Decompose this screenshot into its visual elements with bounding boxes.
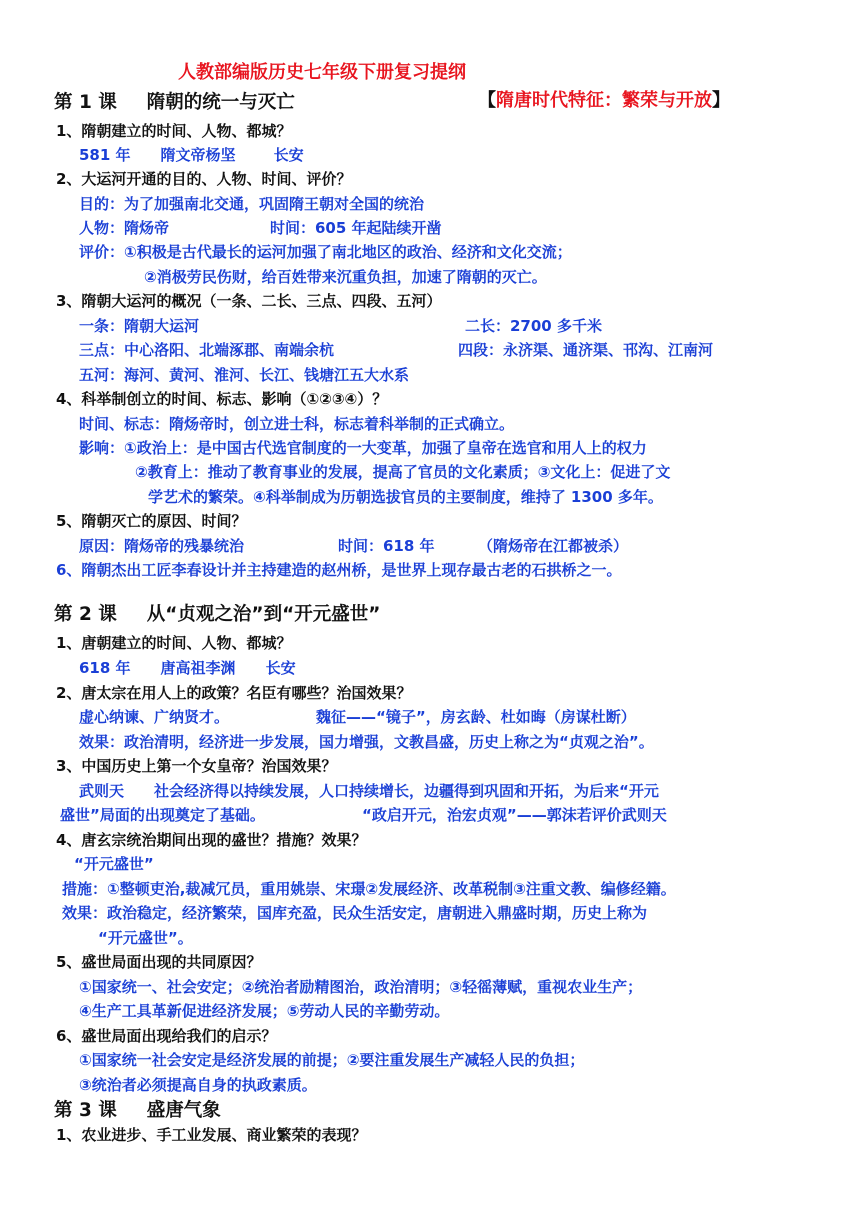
l1-a2-eval-2: ②消极劳民伤财，给百姓带来沉重负担，加速了隋朝的灭亡。 xyxy=(144,268,547,286)
l2-a4-effect-2: “开元盛世”。 xyxy=(98,929,193,947)
l1-a4-time: 时间、标志：隋炀帝时，创立进士科，标志着科举制的正式确立。 xyxy=(79,415,515,433)
theme-bracket-close: 】 xyxy=(712,90,730,111)
l2-question-4: 4、唐玄宗统治期间出现的盛世？措施？效果？ xyxy=(56,831,367,849)
theme-bracket-open: 【 xyxy=(478,90,496,111)
lesson-3-heading xyxy=(54,1100,221,1122)
l2-a6-line-1: ①国家统一社会安定是经济发展的前提；②要注重发展生产减轻人民的负担； xyxy=(79,1051,585,1069)
l2-a1-capital: 长安 xyxy=(265,659,296,677)
l1-question-1: 1、隋朝建立的时间、人物、都城？ xyxy=(56,122,292,140)
lesson-1-number: 第 1 课 xyxy=(54,92,117,113)
l1-point-6: 6、隋朝杰出工匠李春设计并主持建造的赵州桥，是世界上现存最古老的石拱桥之一。 xyxy=(56,561,622,579)
l1-a4-impact-1: 影响：①政治上：是中国古代选官制度的一大变革，加强了皇帝在选官和用人上的权力 xyxy=(79,439,647,457)
l2-a4-measures: 措施：①整顿吏治,裁减冗员，重用姚崇、宋璟②发展经济、改革税制③注重文教、编修经籍。 xyxy=(62,880,676,898)
document-title: 人教部编版历史七年级下册复习提纲 xyxy=(178,62,466,83)
l1-a1-person: 隋文帝杨坚 xyxy=(160,146,236,164)
l1-question-4: 4、科举制创立的时间、标志、影响（①②③④）？ xyxy=(56,390,388,408)
l1-a1-year: 581 年 xyxy=(79,146,131,164)
l1-a4-impact-3: 学艺术的繁荣。④科举制成为历朝选拔官员的主要制度，维持了 1300 多年。 xyxy=(148,488,663,506)
l2-a2-ministers: 魏征——“镜子”，房玄龄、杜如晦（房谋杜断） xyxy=(316,708,636,726)
l1-question-3: 3、隋朝大运河的概况（一条、二长、三点、四段、五河） xyxy=(56,292,442,310)
l2-a5-line-2: ④生产工具革新促进经济发展；⑤劳动人民的辛勤劳动。 xyxy=(79,1002,450,1020)
l1-a2-time: 时间：605 年起陆续开凿 xyxy=(270,219,442,237)
l1-a3-five: 五河：海河、黄河、淮河、长江、钱塘江五大水系 xyxy=(79,366,410,384)
l1-question-5: 5、隋朝灭亡的原因、时间？ xyxy=(56,512,247,530)
l1-answer-1 xyxy=(79,146,304,164)
l1-a2-person: 人物：隋炀帝 xyxy=(79,219,170,237)
l2-a1-year: 618 年 xyxy=(79,659,131,677)
l1-a1-capital: 长安 xyxy=(273,146,304,164)
l1-question-2: 2、大运河开通的目的、人物、时间、评价？ xyxy=(56,170,352,188)
l2-a2-policy: 虚心纳谏、广纳贤才。 xyxy=(79,708,230,726)
l2-question-2: 2、唐太宗在用人上的政策？名臣有哪些？治国效果？ xyxy=(56,684,412,702)
l1-a3-two: 二长：2700 多千米 xyxy=(465,317,602,335)
l2-question-3: 3、中国历史上第一个女皇帝？治国效果？ xyxy=(56,757,337,775)
l1-a5-reason: 原因：隋炀帝的残暴统治 xyxy=(79,537,245,555)
l1-a5-time: 时间：618 年 xyxy=(338,537,435,555)
era-theme xyxy=(478,92,730,110)
l2-a4-effect-1: 效果：政治稳定，经济繁荣，国库充盈，民众生活安定，唐朝进入鼎盛时期，历史上称为 xyxy=(62,904,648,922)
l1-a3-four: 四段：永济渠、通济渠、邗沟、江南河 xyxy=(458,341,714,359)
lesson-2-name: 从“贞观之治”到“开元盛世” xyxy=(146,604,381,625)
l2-question-6: 6、盛世局面出现给我们的启示？ xyxy=(56,1027,277,1045)
lesson-3-number: 第 3 课 xyxy=(54,1100,117,1121)
lesson-2-number: 第 2 课 xyxy=(54,604,117,625)
l2-a3-line-1: 武则天 社会经济得以持续发展，人口持续增长，边疆得到巩固和开拓，为后来“开元 xyxy=(79,782,659,800)
l2-a6-line-2: ③统治者必须提高自身的执政素质。 xyxy=(79,1076,317,1094)
era-theme-text: 隋唐时代特征：繁荣与开放 xyxy=(496,90,712,111)
l2-question-1: 1、唐朝建立的时间、人物、都城？ xyxy=(56,634,292,652)
l3-question-1: 1、农业进步、手工业发展、商业繁荣的表现？ xyxy=(56,1126,367,1144)
lesson-1-heading xyxy=(54,92,295,114)
l2-a4-name: “开元盛世” xyxy=(74,855,154,873)
l1-a5-note: （隋炀帝在江都被杀） xyxy=(478,537,629,555)
l2-a1-person: 唐高祖李渊 xyxy=(160,659,236,677)
l2-answer-1 xyxy=(79,659,296,677)
l1-a3-one: 一条：隋朝大运河 xyxy=(79,317,200,335)
l2-a2-effect: 效果：政治清明，经济进一步发展，国力增强，文教昌盛，历史上称之为“贞观之治”。 xyxy=(79,733,654,751)
lesson-2-heading xyxy=(54,604,380,626)
l1-a2-purpose: 目的：为了加强南北交通，巩固隋王朝对全国的统治 xyxy=(79,195,425,213)
l1-a4-impact-2: ②教育上：推动了教育事业的发展，提高了官员的文化素质；③文化上：促进了文 xyxy=(135,463,671,481)
l2-a3-line-2b: “政启开元，治宏贞观”——郭沫若评价武则天 xyxy=(362,806,667,824)
l2-a3-line-2a: 盛世”局面的出现奠定了基础。 xyxy=(60,806,265,824)
lesson-1-name: 隋朝的统一与灭亡 xyxy=(146,92,295,113)
l1-a3-three: 三点：中心洛阳、北端涿郡、南端余杭 xyxy=(79,341,335,359)
lesson-3-name: 盛唐气象 xyxy=(146,1100,221,1121)
l2-question-5: 5、盛世局面出现的共同原因？ xyxy=(56,953,262,971)
l1-a2-eval-1: 评价：①积极是古代最长的运河加强了南北地区的政治、经济和文化交流； xyxy=(79,243,572,261)
l2-a5-line-1: ①国家统一、社会安定；②统治者励精图治，政治清明；③轻徭薄赋，重视农业生产； xyxy=(79,978,643,996)
